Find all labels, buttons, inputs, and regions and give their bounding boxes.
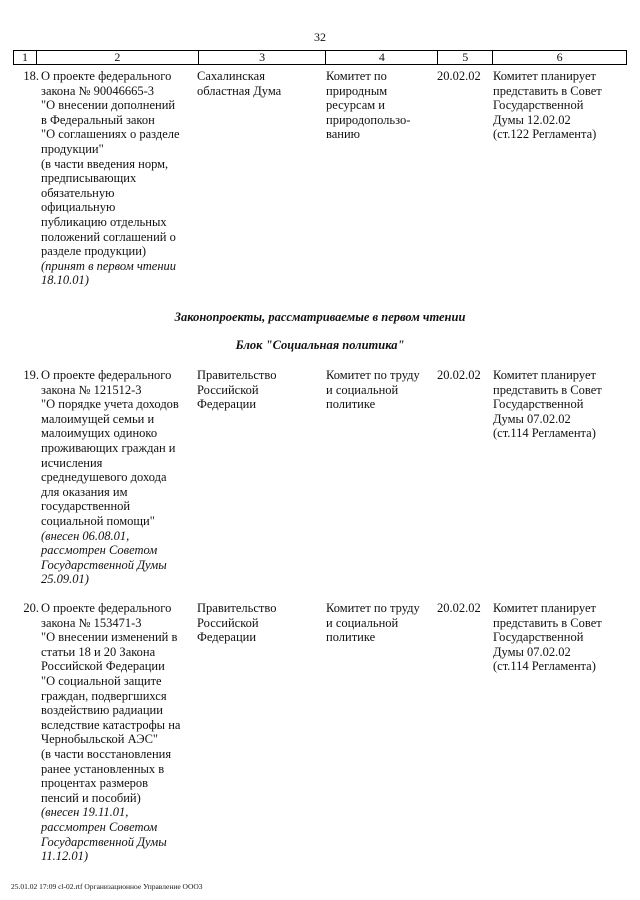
text-line: Чернобыльской АЭС" xyxy=(41,732,159,747)
text-line: Российской xyxy=(197,382,259,397)
column-header-2: 2 xyxy=(36,51,198,65)
column-header-row xyxy=(13,50,627,65)
text-line: Думы 07.02.02 xyxy=(493,411,571,426)
text-line: закона № 90046665-3 xyxy=(41,83,155,98)
text-line: О проекте федерального xyxy=(41,601,172,615)
text-line: "О внесении дополнений xyxy=(41,98,176,113)
text-line: Комитет по xyxy=(326,69,387,83)
text-line: Федерации xyxy=(197,397,257,412)
bill-status xyxy=(41,529,199,587)
text-line: (ст.114 Регламента) xyxy=(493,426,596,441)
text-line: Правительство xyxy=(197,368,277,382)
text-line: малоимущей семьи и xyxy=(41,411,155,426)
text-line: Комитет планирует xyxy=(493,69,596,83)
text-line: ресурсам и xyxy=(326,98,385,113)
text-line: государственной xyxy=(41,499,131,514)
date: 20.02.02 xyxy=(437,368,481,382)
initiator xyxy=(197,601,321,645)
footer: 25.01.02 17:09 cl-02.rtf Организационное Управление ООО3 xyxy=(11,882,203,891)
text-line: "О соглашениях о разделе xyxy=(41,127,180,142)
text-line: "О внесении изменений в xyxy=(41,630,178,645)
text-line: процентах размеров xyxy=(41,776,149,791)
text-line: закона № 153471-3 xyxy=(41,615,142,630)
text-line: 25.09.01) xyxy=(41,572,89,587)
text-line: (ст.114 Регламента) xyxy=(493,659,596,674)
column-header-1: 1 xyxy=(14,51,37,65)
text-line: Комитет по труду xyxy=(326,368,420,382)
text-line: (внесен 06.08.01, xyxy=(41,528,130,543)
text-line: ванию xyxy=(326,127,361,142)
text-line: (внесен 19.11.01, xyxy=(41,805,129,820)
text-line: Государственной Думы xyxy=(41,557,167,572)
text-line: вследствие катастрофы на xyxy=(41,717,181,732)
plan-note xyxy=(493,368,627,441)
text-line: Государственной xyxy=(493,98,584,113)
text-line: Федерации xyxy=(197,630,257,645)
text-line: среднедушевого дохода xyxy=(41,470,167,485)
column-header-4: 4 xyxy=(326,51,438,65)
text-line: малоимущих одиноко xyxy=(41,426,158,441)
bill-title xyxy=(41,69,199,288)
text-line: политике xyxy=(326,397,376,412)
plan-note xyxy=(493,601,627,674)
title-lines xyxy=(41,69,199,259)
bill-title xyxy=(41,368,199,587)
committee xyxy=(326,368,436,412)
row-number: 18. xyxy=(23,69,39,83)
text-line: и социальной xyxy=(326,382,399,397)
date: 20.02.02 xyxy=(437,69,481,83)
column-header-3: 3 xyxy=(198,51,326,65)
title-lines xyxy=(41,368,199,529)
bill-status xyxy=(41,259,199,288)
row-number: 19. xyxy=(23,368,39,382)
committee xyxy=(326,69,436,142)
text-line: Комитет планирует xyxy=(493,368,596,382)
bill-title xyxy=(41,601,199,864)
text-line: ранее установленных в xyxy=(41,761,165,776)
text-line: социальной помощи" xyxy=(41,513,155,528)
text-line: О проекте федерального xyxy=(41,69,172,83)
text-line: закона № 121512-3 xyxy=(41,382,142,397)
section-heading: Законопроекты, рассматриваемые в первом чтении xyxy=(174,310,466,324)
text-line: обязательную xyxy=(41,185,115,200)
text-line: (принят в первом чтении xyxy=(41,258,177,273)
text-line: предписывающих xyxy=(41,171,137,186)
column-header-5: 5 xyxy=(438,51,493,65)
text-line: положений соглашений о xyxy=(41,229,176,244)
initiator xyxy=(197,368,321,412)
page-number: 32 xyxy=(314,30,326,44)
text-line: (в части восстановления xyxy=(41,746,172,761)
text-line: граждан, подвергшихся xyxy=(41,688,167,703)
date: 20.02.02 xyxy=(437,601,481,615)
text-line: Государственной xyxy=(493,630,584,645)
text-line: Российской Федерации xyxy=(41,659,165,674)
text-line: исчисления xyxy=(41,455,103,470)
text-line: О проекте федерального xyxy=(41,368,172,382)
text-line: для оказания им xyxy=(41,484,128,499)
text-line: 11.12.01) xyxy=(41,849,88,864)
text-line: Российской xyxy=(197,615,259,630)
text-line: (в части введения норм, xyxy=(41,156,169,171)
text-line: рассмотрен Советом xyxy=(41,543,158,558)
text-line: природным xyxy=(326,83,388,98)
bill-status xyxy=(41,805,199,863)
block-heading: Блок "Социальная политика" xyxy=(235,338,405,352)
text-line: областная Дума xyxy=(197,83,282,98)
text-line: 18.10.01) xyxy=(41,273,89,288)
text-line: представить в Совет xyxy=(493,83,602,98)
text-line: Комитет по труду xyxy=(326,601,420,615)
committee xyxy=(326,601,436,645)
text-line: (ст.122 Регламента) xyxy=(493,127,597,142)
text-line: "О порядке учета доходов xyxy=(41,397,179,412)
text-line: природопользо- xyxy=(326,112,411,127)
initiator xyxy=(197,69,321,98)
title-lines xyxy=(41,601,199,805)
row-number: 20. xyxy=(23,601,39,615)
text-line: продукции" xyxy=(41,141,104,156)
text-line: "О социальной защите xyxy=(41,673,162,688)
text-line: официальную xyxy=(41,200,116,215)
text-line: рассмотрен Советом xyxy=(41,819,158,834)
text-line: Правительство xyxy=(197,601,277,615)
text-line: в Федеральный закон xyxy=(41,112,155,127)
text-line: публикацию отдельных xyxy=(41,214,167,229)
text-line: политике xyxy=(326,630,376,645)
text-line: Государственной Думы xyxy=(41,834,167,849)
text-line: статьи 18 и 20 Закона xyxy=(41,644,156,659)
text-line: Думы 07.02.02 xyxy=(493,644,571,659)
text-line: воздействию радиации xyxy=(41,703,163,718)
text-line: Комитет планирует xyxy=(493,601,596,615)
text-line: Думы 12.02.02 xyxy=(493,112,571,127)
text-line: Сахалинская xyxy=(197,69,265,83)
text-line: проживающих граждан и xyxy=(41,440,176,455)
text-line: пенсий и пособий) xyxy=(41,790,141,805)
text-line: Государственной xyxy=(493,397,584,412)
text-line: разделе продукции) xyxy=(41,244,147,259)
column-header-6: 6 xyxy=(493,51,627,65)
text-line: представить в Совет xyxy=(493,382,602,397)
text-line: и социальной xyxy=(326,615,399,630)
text-line: представить в Совет xyxy=(493,615,602,630)
plan-note xyxy=(493,69,627,142)
